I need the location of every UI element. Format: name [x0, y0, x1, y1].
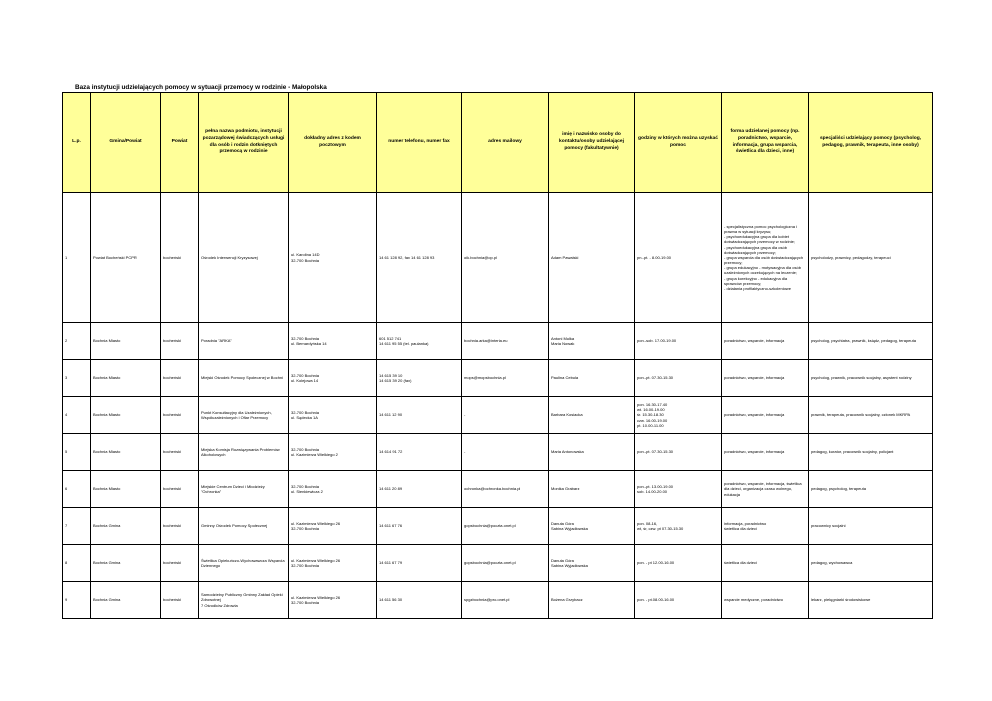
cell-nazwa: Świetlica Opiekuńczo-Wychowawcza Wsparcia Dziennego [199, 545, 289, 582]
cell-lp: 6 [63, 471, 91, 508]
cell-powiat: bocheński [161, 545, 199, 582]
table-row [63, 397, 933, 434]
cell-forma: poradnictwo, wsparcie, informacja [722, 397, 809, 434]
cell-powiat: bocheński [161, 397, 199, 434]
cell-lp: 8 [63, 545, 91, 582]
cell-osoba: Bożena Grzybacz [549, 582, 635, 619]
cell-godziny: pon.-pt. 07.30-15.30 [635, 434, 722, 471]
cell-gmina: Powiat Bocheński PCPR [91, 193, 161, 323]
cell-telefon: 14 611 12 90 [377, 397, 462, 434]
cell-forma: wsparcie medyczne, poradnictwo [722, 582, 809, 619]
cell-godziny: pon.-sob. 17.00-19.00 [635, 323, 722, 360]
cell-gmina: Bochnia Miasto [91, 471, 161, 508]
cell-mail: ochronka@ochronka.bochnia.pl [462, 471, 549, 508]
cell-mail: gopsbochnia@poczta.onet.pl [462, 508, 549, 545]
cell-specjalisci: lekarz, pielęgniarki środowiskowe [809, 582, 933, 619]
cell-nazwa: Ośrodek Interwencji Kryzysowej [199, 193, 289, 323]
cell-godziny: pon. - pt 12.00-16.00 [635, 545, 722, 582]
cell-lp: 5 [63, 434, 91, 471]
cell-osoba: Barbara Kosiacka [549, 397, 635, 434]
table-row [63, 508, 933, 545]
cell-godziny: pon. - pt.08.00-16.00 [635, 582, 722, 619]
header-adres: dokładny adres z kodem pocztowym [289, 93, 377, 193]
table-row [63, 471, 933, 508]
cell-specjalisci: pedagog, kurator, pracownik socjalny, policjant [809, 434, 933, 471]
cell-lp: 3 [63, 360, 91, 397]
cell-osoba: Paulina Cebula [549, 360, 635, 397]
cell-adres: ul. Kazimierza Wielkiego 26 32-700 Bochnia [289, 545, 377, 582]
cell-forma: poradnictwo, wsparcie, informacja [722, 323, 809, 360]
cell-gmina: Bochnia Miasto [91, 434, 161, 471]
cell-adres: 32-700 Bochnia ul. Kazimierza Wielkiego 2 [289, 434, 377, 471]
header-nazwa: pełna nazwa podmiotu, instytucji pozarządowej świadczących usługi dla osób i rodzin dotkniętych przemocą w rodzinie [199, 93, 289, 193]
cell-gmina: Bochnia Gmina [91, 545, 161, 582]
cell-telefon: 14 615 39 10 14 615 39 20 (fax) [377, 360, 462, 397]
cell-nazwa: Miejska Komisja Rozwiązywania Problemów Alkoholowych [199, 434, 289, 471]
cell-lp: 9 [63, 582, 91, 619]
header-forma: forma udzielanej pomocy (np. poradnictwo, wsparcie, informacja, grupa wsparcia, świetlica dla dzieci, inne) [722, 93, 809, 193]
header-row [63, 93, 933, 193]
cell-mail: oik.bochnia@op.pl [462, 193, 549, 323]
cell-specjalisci: pedagog, psycholog, terapeuta [809, 471, 933, 508]
cell-specjalisci: psycholog, prawnik, pracownik socjalny, asystent rodziny [809, 360, 933, 397]
cell-telefon: 14 614 91 72 [377, 434, 462, 471]
cell-telefon: 601 512 741 14 611 95 55 (tel. paulanka) [377, 323, 462, 360]
cell-gmina: Bochnia Miasto [91, 360, 161, 397]
cell-godziny: pon.-pt. 13.00-19.00 sob. 14.00-20.00 [635, 471, 722, 508]
cell-osoba: Monika Grabarz [549, 471, 635, 508]
cell-godziny: pon. 08-16, wt, śr, czw. pt 07.30-15.30 [635, 508, 722, 545]
cell-nazwa: Punkt Konsultacyjny dla Uzależnionych, Współuzależnionych i Ofiar Przemocy [199, 397, 289, 434]
cell-adres: ul. Kazimierza Wielkiego 26 32-700 Bochnia [289, 508, 377, 545]
cell-adres: 32-700 Bochnia ul. Sienkiewicza 2 [289, 471, 377, 508]
table-row [63, 434, 933, 471]
table-row [63, 360, 933, 397]
cell-lp: 1 [63, 193, 91, 323]
cell-adres: 32-700 Bochnia ul. Bernardyńska 14 [289, 323, 377, 360]
cell-lp: 2 [63, 323, 91, 360]
cell-osoba: Danuta Góra Sabina Wyjadłowska [549, 545, 635, 582]
cell-mail: bochnia.arka@interia.eu [462, 323, 549, 360]
cell-lp: 7 [63, 508, 91, 545]
cell-nazwa: Miejskie Centrum Dzieci i Młodzieży "Ochronka" [199, 471, 289, 508]
header-godziny: godziny w których można uzyskać pomoc [635, 93, 722, 193]
cell-specjalisci: psycholodzy, prawnicy, pedagodzy, terapeuci [809, 193, 933, 323]
cell-powiat: bocheński [161, 193, 199, 323]
cell-powiat: bocheński [161, 508, 199, 545]
cell-mail: spgzbochnia@pro.onet.pl [462, 582, 549, 619]
cell-specjalisci: pedagog, wychowawca [809, 545, 933, 582]
cell-osoba: Maria Antonowska [549, 434, 635, 471]
header-gmina: Gmina/Powiat [91, 93, 161, 193]
cell-forma: poradnictwo, wsparcie, informacja [722, 360, 809, 397]
cell-telefon: 14 611 56 30 [377, 582, 462, 619]
cell-telefon: 14 611 67 79 [377, 545, 462, 582]
cell-mail: mops@mopsbochnia.pl [462, 360, 549, 397]
cell-mail: - [462, 397, 549, 434]
cell-powiat: bocheński [161, 434, 199, 471]
cell-forma: świetlica dla dzieci [722, 545, 809, 582]
cell-adres: ul. Kazimierza Wielkiego 26 32-700 Bochnia [289, 582, 377, 619]
cell-mail: - [462, 434, 549, 471]
cell-gmina: Bochnia Gmina [91, 508, 161, 545]
cell-osoba: Danuta Góra Sabina Wyjadłowska [549, 508, 635, 545]
cell-nazwa: Samodzielny Publiczny Gminny Zakład Opieki Zdrowotnej 7 Ośrodków Zdrowia [199, 582, 289, 619]
cell-mail: gopsbochnia@poczta.onet.pl [462, 545, 549, 582]
cell-forma: poradnictwo, wsparcie, informacja, świetlica dla dzieci, organizacja czasu wolnego, edukacja [722, 471, 809, 508]
cell-powiat: bocheński [161, 471, 199, 508]
cell-powiat: bocheński [161, 360, 199, 397]
document-title: Baza instytucji udzielających pomocy w sytuacji przemocy w rodzinie - Małopolska [75, 84, 327, 91]
cell-specjalisci: prawnik, terapeuta, pracownik socjalny, członek MKRPA [809, 397, 933, 434]
cell-forma: informacja, poradnictwo świetlica dla dzieci [722, 508, 809, 545]
cell-nazwa: Gminny Ośrodek Pomocy Społecznej [199, 508, 289, 545]
cell-gmina: Bochnia Miasto [91, 323, 161, 360]
table-row [63, 193, 933, 323]
cell-forma: - specjalistyczna pomoc psychologiczna i prawna w sytuacji kryzysu; - psychoedukacyjna grupa dla kobiet doświadczających przemocy w rodzinie; - psychoedukacyjna grupa dla osób doświadczających przemocy; - grupa wsparcia dla osób doświadczających przemocy; - grupa edukacyjno - motywacyjna dla osób uzależnionych oczekujących na leczenie; - grupa korekcyjno - edukacyjna dla sprawców przemocy; - działania profilaktyczno-szkoleniowe [722, 193, 809, 323]
cell-nazwa: Poradnia "ARKA" [199, 323, 289, 360]
cell-adres: ul. Karolina 14D 32-700 Bochnia [289, 193, 377, 323]
table-row [63, 582, 933, 619]
cell-powiat: bocheński [161, 582, 199, 619]
header-osoba: imię i nazwisko osoby do kontaktu/osoby udzielającej pomocy (fakultatywnie) [549, 93, 635, 193]
institutions-table [62, 92, 933, 619]
header-telefon: numer telefonu, numer fax [377, 93, 462, 193]
cell-adres: 32-700 Bochnia ul. Kolejowa 14 [289, 360, 377, 397]
table-row [63, 545, 933, 582]
header-lp: L.p. [63, 93, 91, 193]
header-powiat: Powiat [161, 93, 199, 193]
cell-osoba: Antoni Mulka Maria Nowak [549, 323, 635, 360]
cell-godziny: pon. 16.30-17.40 wt. 16.00-19.00 śr. 15.30-18.30 czw. 16.00-19.00 pt. 10.00-11.00 [635, 397, 722, 434]
cell-osoba: Adam Pawalski [549, 193, 635, 323]
cell-forma: poradnictwo, wsparcie, informacja [722, 434, 809, 471]
header-mail: adres mailowy [462, 93, 549, 193]
cell-specjalisci: psycholog, psychiatra, prawnik, ksiądz, pedagog, terapeuta [809, 323, 933, 360]
cell-adres: 32-700 Bochnia ul. Sądecka 1A [289, 397, 377, 434]
cell-powiat: bocheński [161, 323, 199, 360]
cell-telefon: 14 61 128 92, fax 14 61 128 93 [377, 193, 462, 323]
cell-telefon: 14 611 67 76 [377, 508, 462, 545]
cell-godziny: pn.-pt. - 8.00-19.00 [635, 193, 722, 323]
cell-lp: 4 [63, 397, 91, 434]
cell-telefon: 14 611 20 89 [377, 471, 462, 508]
cell-nazwa: Miejski Ośrodek Pomocy Społecznej w Bochni [199, 360, 289, 397]
cell-godziny: pon.-pt. 07.30-15.30 [635, 360, 722, 397]
table-row [63, 323, 933, 360]
cell-specjalisci: pracownicy socjalni [809, 508, 933, 545]
header-specjalisci: specjaliści udzielający pomocy (psycholog, pedagog, prawnik, terapeuta, inne osoby) [809, 93, 933, 193]
cell-gmina: Bochnia Gmina [91, 582, 161, 619]
cell-gmina: Bochnia Miasto [91, 397, 161, 434]
